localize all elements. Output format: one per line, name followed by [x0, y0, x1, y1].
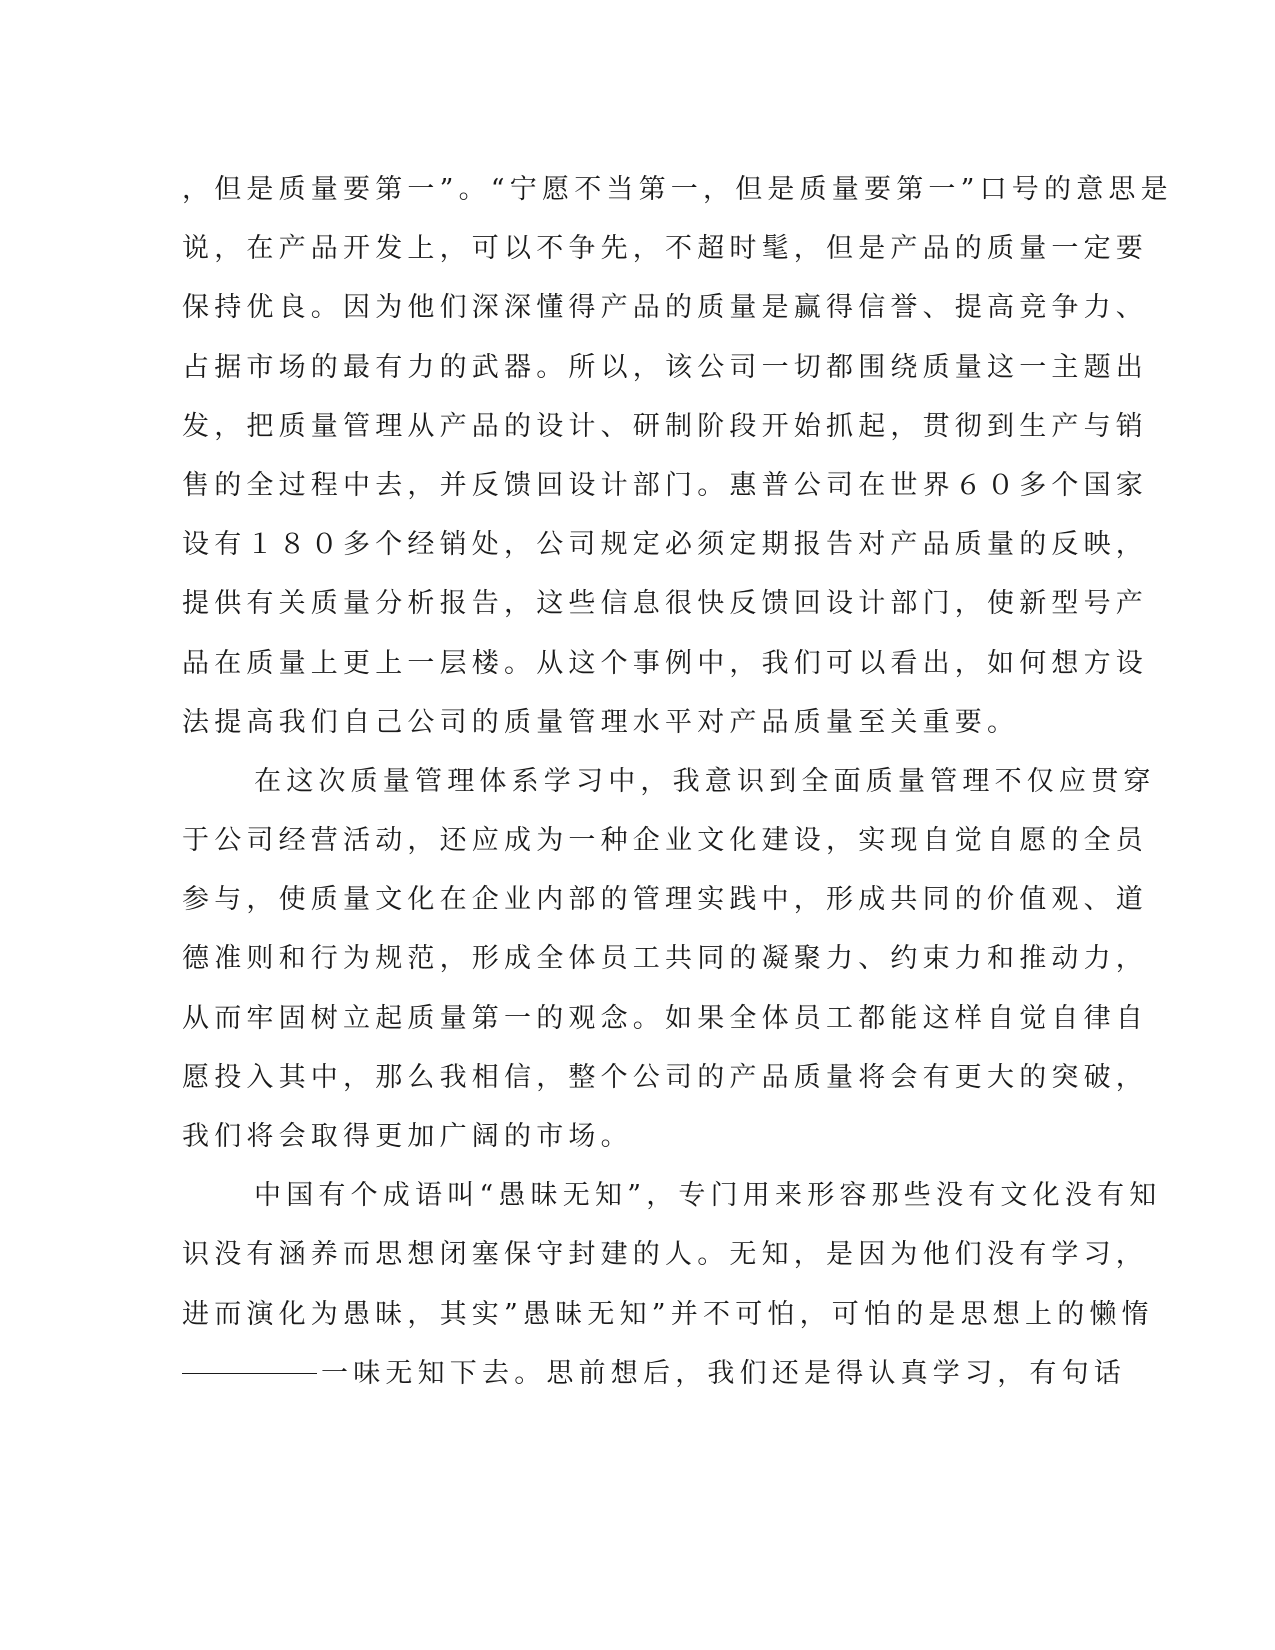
text-line: 进而演化为愚昧，其实”愚昧无知”并不可怕，可怕的是思想上的懒惰: [182, 1298, 1154, 1330]
text-line: 德准则和行为规范，形成全体员工共同的凝聚力、约束力和推动力，: [182, 943, 1148, 975]
text-line: 发，把质量管理从产品的设计、研制阶段开始抓起，贯彻到生产与销: [182, 410, 1148, 442]
em-dash-rule: [182, 1373, 317, 1374]
text-line: 设有１８０多个经销处，公司规定必须定期报告对产品质量的反映，: [182, 529, 1148, 561]
text-line-with-dash: [182, 1344, 1126, 1403]
text-line: 品在质量上更上一层楼。从这个事例中，我们可以看出，如何想方设: [182, 647, 1148, 679]
text-line-tail: 一味无知下去。思前想后，我们还是得认真学习，有句话: [321, 1357, 1126, 1389]
paragraph-first-line: 中国有个成语叫“愚昧无知”，专门用来形容那些没有文化没有知: [254, 1180, 1162, 1212]
text-line: 愿投入其中，那么我相信，整个公司的产品质量将会有更大的突破，: [182, 1061, 1148, 1093]
text-line: 售的全过程中去，并反馈回设计部门。惠普公司在世界６０多个国家: [182, 469, 1148, 501]
text-line: 从而牢固树立起质量第一的观念。如果全体员工都能这样自觉自律自: [182, 1002, 1148, 1034]
text-line: 于公司经营活动，还应成为一种企业文化建设，实现自觉自愿的全员: [182, 825, 1148, 857]
text-line: 占据市场的最有力的武器。所以，该公司一切都围绕质量这一主题出: [182, 351, 1148, 383]
paragraph-first-line: 在这次质量管理体系学习中，我意识到全面质量管理不仅应贯穿: [254, 765, 1156, 797]
text-line: 我们将会取得更加广阔的市场。: [182, 1121, 633, 1152]
text-line: ，但是质量要第一”。“宁愿不当第一，但是质量要第一”口号的意思是: [182, 174, 1173, 205]
text-line: 识没有涵养而思想闭塞保守封建的人。无知，是因为他们没有学习，: [182, 1239, 1148, 1271]
text-line: 参与，使质量文化在企业内部的管理实践中，形成共同的价值观、道: [182, 884, 1148, 916]
text-line: 提供有关质量分析报告，这些信息很快反馈回设计部门，使新型号产: [182, 588, 1148, 620]
text-line: 说，在产品开发上，可以不争先，不超时髦，但是产品的质量一定要: [182, 233, 1148, 265]
text-line: 法提高我们自己公司的质量管理水平对产品质量至关重要。: [182, 706, 1020, 738]
body-text: [182, 160, 1173, 1403]
text-line: 保持优良。因为他们深深懂得产品的质量是赢得信誉、提高竞争力、: [182, 292, 1148, 324]
